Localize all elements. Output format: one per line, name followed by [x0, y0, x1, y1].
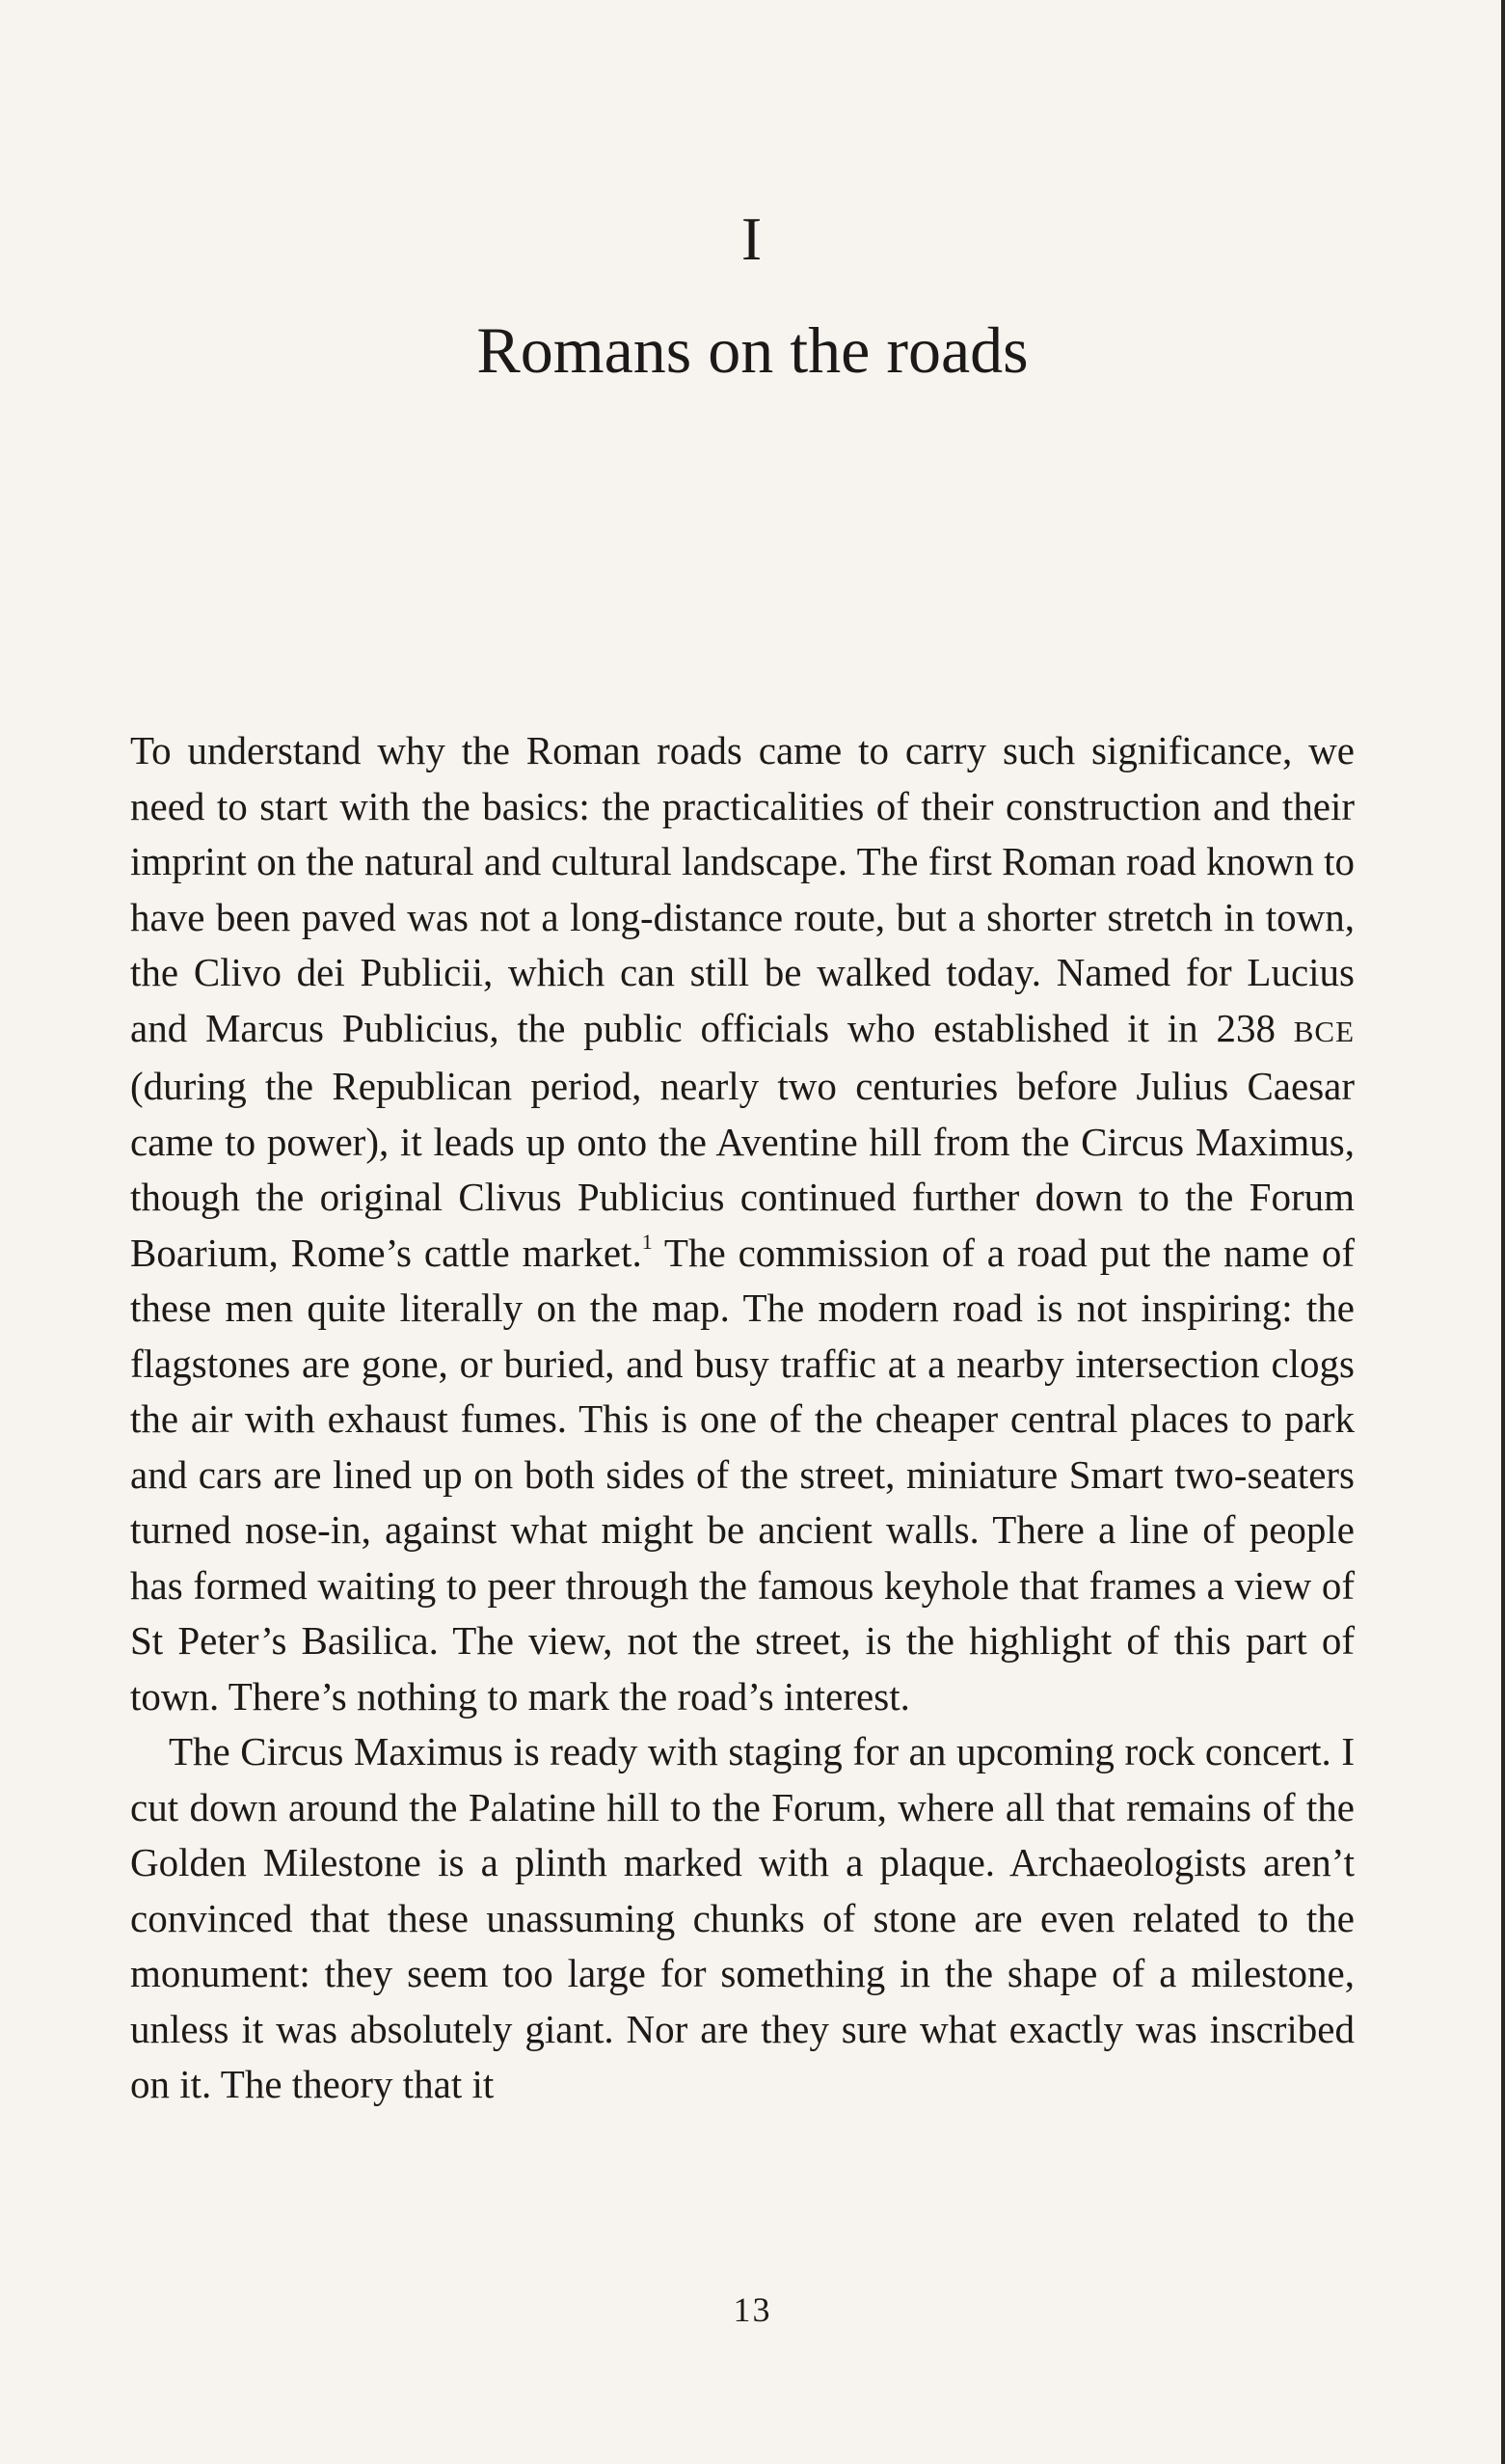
page-number: 13: [733, 2290, 772, 2329]
era-bce: BCE: [1293, 1014, 1356, 1048]
footnote-marker: 1: [641, 1229, 653, 1254]
paragraph-1-text-b: (during the Republican period, nearly two centuries before Julius Caesar came to power), it leads up onto the Aventine hill from the Circus Maximus, though the original Clivus Publicius continued further down to the Forum Boarium, Rome’s cattle market.: [130, 1064, 1355, 1275]
paragraph-2: The Circus Maximus is ready with staging for an upcoming rock concert. I cut down around the Palatine hill to the Forum, where all that remains of the Golden Milestone is a plinth marked with a plaque. Archaeologists aren’t convinced that these unassuming chunks of stone are even related to the monument: they seem too large for something in the shape of a milestone, unless it was absolutely giant. Nor are they sure what exactly was inscribed on it. The theory that it: [130, 1729, 1355, 2106]
paragraph-1-text-a: To understand why the Roman roads came to carry such significance, we need to start with the basics: the practicalities of their construction and their imprint on the natural and cultural landscape. The first Roman road known to have been paved was not a long-distance route, but a shorter stretch in town, the Clivo dei Publicii, which can still be walked today. Named for Lucius and Marcus Publicius, the public officials who established it in: [130, 728, 1355, 1050]
paragraph-1: [130, 723, 1355, 1724]
body-text: [130, 723, 1355, 2113]
year-238: 238: [1216, 1005, 1276, 1050]
paragraph-1-text-c: The commission of a road put the name of these men quite literally on the map. The modern road is not inspiring: the flagstones are gone, or buried, and busy traffic at a nearby intersection clogs the air with exhaust fumes. This is one of the cheaper central places to park and cars are lined up on both sides of the street, miniature Smart two-seaters turned nose-in, against what might be ancient walls. There a line of people has formed waiting to peer through the famous keyhole that frames a view of St Peter’s Basilica. The view, not the street, is the highlight of this part of town. There’s nothing to mark the road’s interest.: [130, 1230, 1355, 1719]
chapter-number: I: [740, 204, 765, 273]
chapter-title: Romans on the roads: [476, 313, 1029, 387]
